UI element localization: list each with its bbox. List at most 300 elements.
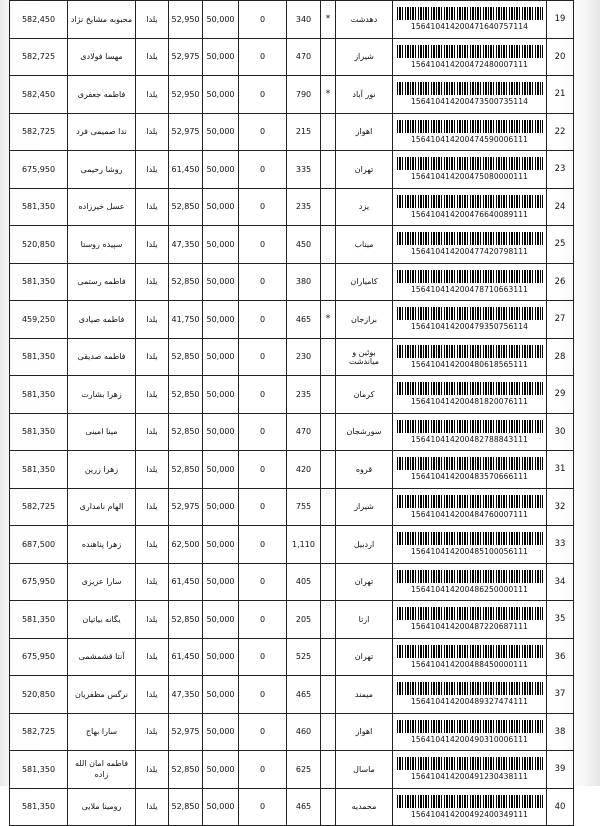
recipient-name-cell: رومینا ملایی [68, 788, 136, 826]
tracking-number: 156410414200490310006111 [411, 734, 528, 744]
weight-cell: 470 [287, 38, 321, 76]
table-row [10, 676, 574, 714]
mark-cell [321, 113, 336, 151]
mark-cell [321, 376, 336, 414]
row-number-cell: 36 [547, 638, 574, 676]
destination-cell: میمند [336, 676, 393, 714]
extra-fee-cell: 0 [239, 413, 287, 451]
mark-cell [321, 151, 336, 189]
postage-amount-cell: 52,975 [169, 488, 203, 526]
tracking-number: 156410414200485100056111 [411, 547, 528, 557]
destination-cell: سورشجان [336, 413, 393, 451]
barcode-icon [397, 7, 543, 20]
weight-cell: 460 [287, 713, 321, 751]
tracking-code-cell [393, 76, 547, 114]
tracking-number: 156410414200471640757114 [411, 22, 528, 32]
table-row [10, 451, 574, 489]
recipient-name-cell: الهام نامداری [68, 488, 136, 526]
table-row [10, 338, 574, 376]
postage-amount-cell: 52,975 [169, 113, 203, 151]
tracking-number: 156410414200479350756114 [411, 322, 528, 332]
destination-cell: اهواز [336, 713, 393, 751]
weight-cell: 450 [287, 226, 321, 264]
barcode-icon [397, 495, 543, 508]
weight-cell: 465 [287, 676, 321, 714]
base-amount-cell: 50,000 [203, 376, 239, 414]
service-type-cell: یلدا [136, 788, 169, 826]
tracking-code-cell [393, 676, 547, 714]
barcode-icon [397, 120, 543, 133]
mark-cell [321, 563, 336, 601]
total-amount-cell: 581,350 [10, 338, 68, 376]
base-amount-cell: 50,000 [203, 301, 239, 339]
barcode-icon [397, 607, 543, 620]
total-amount-cell: 581,350 [10, 751, 68, 789]
base-amount-cell: 50,000 [203, 1, 239, 39]
tracking-number: 156410414200491230438111 [411, 772, 528, 782]
postage-amount-cell: 52,850 [169, 338, 203, 376]
destination-cell: یزد [336, 188, 393, 226]
tracking-code-cell [393, 263, 547, 301]
total-amount-cell: 675,950 [10, 151, 68, 189]
barcode-icon [397, 720, 543, 733]
tracking-code-cell [393, 788, 547, 826]
service-type-cell: یلدا [136, 263, 169, 301]
service-type-cell: یلدا [136, 413, 169, 451]
tracking-number: 156410414200486250000111 [411, 584, 528, 594]
recipient-name-cell: فاطمه امان الله زاده [68, 751, 136, 789]
postage-amount-cell: 52,950 [169, 1, 203, 39]
table-row [10, 713, 574, 751]
destination-cell: ارتا [336, 601, 393, 639]
service-type-cell: یلدا [136, 376, 169, 414]
table-row [10, 413, 574, 451]
base-amount-cell: 50,000 [203, 188, 239, 226]
base-amount-cell: 50,000 [203, 788, 239, 826]
destination-cell: نور آباد [336, 76, 393, 114]
recipient-name-cell: روشا رحیمی [68, 151, 136, 189]
mark-cell [321, 451, 336, 489]
service-type-cell: یلدا [136, 713, 169, 751]
tracking-code-cell [393, 526, 547, 564]
base-amount-cell: 50,000 [203, 488, 239, 526]
base-amount-cell: 50,000 [203, 638, 239, 676]
total-amount-cell: 582,725 [10, 488, 68, 526]
total-amount-cell: 581,350 [10, 601, 68, 639]
mark-cell: * [321, 1, 336, 39]
base-amount-cell: 50,000 [203, 451, 239, 489]
tracking-code-cell [393, 451, 547, 489]
recipient-name-cell: فاطمه صیادی [68, 301, 136, 339]
row-number-cell: 26 [547, 263, 574, 301]
postage-amount-cell: 52,850 [169, 413, 203, 451]
service-type-cell: یلدا [136, 638, 169, 676]
recipient-name-cell: سارا عزیزی [68, 563, 136, 601]
service-type-cell: یلدا [136, 338, 169, 376]
tracking-number: 156410414200474590006111 [411, 134, 528, 144]
barcode-icon [397, 382, 543, 395]
mark-cell [321, 751, 336, 789]
tracking-code-cell [393, 601, 547, 639]
postage-amount-cell: 61,450 [169, 638, 203, 676]
tracking-number: 156410414200481820076111 [411, 397, 528, 407]
total-amount-cell: 675,950 [10, 563, 68, 601]
tracking-code-cell [393, 413, 547, 451]
tracking-number: 156410414200489327474111 [411, 697, 528, 707]
extra-fee-cell: 0 [239, 488, 287, 526]
recipient-name-cell: محبوبه مشایخ نژاد [68, 1, 136, 39]
postage-amount-cell: 62,500 [169, 526, 203, 564]
recipient-name-cell: مینا امینی [68, 413, 136, 451]
barcode-icon [397, 270, 543, 283]
barcode-icon [397, 795, 543, 808]
row-number-cell: 27 [547, 301, 574, 339]
weight-cell: 235 [287, 188, 321, 226]
extra-fee-cell: 0 [239, 113, 287, 151]
table-row [10, 263, 574, 301]
base-amount-cell: 50,000 [203, 413, 239, 451]
weight-cell: 1,110 [287, 526, 321, 564]
mark-cell [321, 263, 336, 301]
extra-fee-cell: 0 [239, 376, 287, 414]
recipient-name-cell: یگانه بیاتیان [68, 601, 136, 639]
tracking-number: 156410414200476640089111 [411, 209, 528, 219]
row-number-cell: 30 [547, 413, 574, 451]
table-row [10, 151, 574, 189]
base-amount-cell: 50,000 [203, 676, 239, 714]
table-row [10, 526, 574, 564]
destination-cell: اردبیل [336, 526, 393, 564]
postage-amount-cell: 52,850 [169, 376, 203, 414]
barcode-icon [397, 420, 543, 433]
extra-fee-cell: 0 [239, 263, 287, 301]
service-type-cell: یلدا [136, 113, 169, 151]
table-row [10, 376, 574, 414]
recipient-name-cell: سپیده روستا [68, 226, 136, 264]
extra-fee-cell: 0 [239, 638, 287, 676]
barcode-icon [397, 570, 543, 583]
service-type-cell: یلدا [136, 488, 169, 526]
extra-fee-cell: 0 [239, 151, 287, 189]
tracking-number: 156410414200475080000111 [411, 172, 528, 182]
weight-cell: 465 [287, 301, 321, 339]
destination-cell: کامیاران [336, 263, 393, 301]
table-row [10, 1, 574, 39]
extra-fee-cell: 0 [239, 1, 287, 39]
extra-fee-cell: 0 [239, 563, 287, 601]
weight-cell: 755 [287, 488, 321, 526]
table-row [10, 488, 574, 526]
service-type-cell: یلدا [136, 676, 169, 714]
shipment-table [9, 0, 574, 826]
barcode-icon [397, 307, 543, 320]
mark-cell [321, 188, 336, 226]
postage-amount-cell: 52,850 [169, 788, 203, 826]
recipient-name-cell: نرگس مظفریان [68, 676, 136, 714]
tracking-number: 156410414200477420798111 [411, 247, 528, 257]
table-row [10, 788, 574, 826]
recipient-name-cell: سارا بهاج [68, 713, 136, 751]
destination-cell: ماسال [336, 751, 393, 789]
table-row [10, 601, 574, 639]
barcode-icon [397, 157, 543, 170]
total-amount-cell: 582,725 [10, 113, 68, 151]
tracking-number: 156410414200488450000111 [411, 659, 528, 669]
extra-fee-cell: 0 [239, 713, 287, 751]
weight-cell: 790 [287, 76, 321, 114]
service-type-cell: یلدا [136, 451, 169, 489]
row-number-cell: 35 [547, 601, 574, 639]
total-amount-cell: 581,350 [10, 788, 68, 826]
row-number-cell: 21 [547, 76, 574, 114]
base-amount-cell: 50,000 [203, 526, 239, 564]
destination-cell: قروه [336, 451, 393, 489]
extra-fee-cell: 0 [239, 451, 287, 489]
weight-cell: 230 [287, 338, 321, 376]
tracking-code-cell [393, 713, 547, 751]
row-number-cell: 28 [547, 338, 574, 376]
recipient-name-cell: زهرا بشارت [68, 376, 136, 414]
row-number-cell: 22 [547, 113, 574, 151]
service-type-cell: یلدا [136, 76, 169, 114]
postage-amount-cell: 52,975 [169, 713, 203, 751]
postage-amount-cell: 61,450 [169, 563, 203, 601]
barcode-icon [397, 457, 543, 470]
table-row [10, 188, 574, 226]
service-type-cell: یلدا [136, 601, 169, 639]
mark-cell [321, 413, 336, 451]
row-number-cell: 19 [547, 1, 574, 39]
table-row [10, 301, 574, 339]
extra-fee-cell: 0 [239, 38, 287, 76]
barcode-icon [397, 45, 543, 58]
weight-cell: 235 [287, 376, 321, 414]
service-type-cell: یلدا [136, 226, 169, 264]
row-number-cell: 24 [547, 188, 574, 226]
row-number-cell: 25 [547, 226, 574, 264]
row-number-cell: 29 [547, 376, 574, 414]
destination-cell: کرمان [336, 376, 393, 414]
destination-cell: محمدیه [336, 788, 393, 826]
service-type-cell: یلدا [136, 188, 169, 226]
postage-amount-cell: 52,850 [169, 188, 203, 226]
postage-amount-cell: 52,975 [169, 38, 203, 76]
barcode-icon [397, 757, 543, 770]
extra-fee-cell: 0 [239, 338, 287, 376]
total-amount-cell: 520,850 [10, 226, 68, 264]
mark-cell [321, 601, 336, 639]
tracking-code-cell [393, 188, 547, 226]
weight-cell: 205 [287, 601, 321, 639]
mark-cell [321, 488, 336, 526]
total-amount-cell: 581,350 [10, 376, 68, 414]
tracking-code-cell [393, 376, 547, 414]
service-type-cell: یلدا [136, 751, 169, 789]
extra-fee-cell: 0 [239, 188, 287, 226]
total-amount-cell: 520,850 [10, 676, 68, 714]
total-amount-cell: 581,350 [10, 188, 68, 226]
table-body [10, 1, 574, 826]
tracking-code-cell [393, 638, 547, 676]
row-number-cell: 34 [547, 563, 574, 601]
mark-cell [321, 713, 336, 751]
total-amount-cell: 581,350 [10, 263, 68, 301]
total-amount-cell: 582,725 [10, 38, 68, 76]
row-number-cell: 23 [547, 151, 574, 189]
tracking-number: 156410414200487220687111 [411, 622, 528, 632]
destination-cell: میناب [336, 226, 393, 264]
tracking-code-cell [393, 1, 547, 39]
barcode-icon [397, 232, 543, 245]
extra-fee-cell: 0 [239, 751, 287, 789]
tracking-code-cell [393, 751, 547, 789]
base-amount-cell: 50,000 [203, 713, 239, 751]
tracking-number: 156410414200492400349111 [411, 809, 528, 819]
destination-cell: اهواز [336, 113, 393, 151]
weight-cell: 335 [287, 151, 321, 189]
row-number-cell: 33 [547, 526, 574, 564]
service-type-cell: یلدا [136, 526, 169, 564]
table-row [10, 638, 574, 676]
destination-cell: تهران [336, 563, 393, 601]
destination-cell: شیراز [336, 488, 393, 526]
base-amount-cell: 50,000 [203, 263, 239, 301]
service-type-cell: یلدا [136, 38, 169, 76]
base-amount-cell: 50,000 [203, 151, 239, 189]
base-amount-cell: 50,000 [203, 226, 239, 264]
barcode-icon [397, 195, 543, 208]
weight-cell: 465 [287, 788, 321, 826]
weight-cell: 470 [287, 413, 321, 451]
barcode-icon [397, 532, 543, 545]
tracking-code-cell [393, 338, 547, 376]
recipient-name-cell: مهسا فولادی [68, 38, 136, 76]
extra-fee-cell: 0 [239, 676, 287, 714]
tracking-code-cell [393, 488, 547, 526]
tracking-number: 156410414200473500735114 [411, 97, 528, 107]
barcode-icon [397, 682, 543, 695]
service-type-cell: یلدا [136, 151, 169, 189]
extra-fee-cell: 0 [239, 526, 287, 564]
service-type-cell: یلدا [136, 563, 169, 601]
base-amount-cell: 50,000 [203, 338, 239, 376]
barcode-icon [397, 645, 543, 658]
recipient-name-cell: فاطمه جعفری [68, 76, 136, 114]
postage-amount-cell: 61,450 [169, 151, 203, 189]
base-amount-cell: 50,000 [203, 76, 239, 114]
weight-cell: 380 [287, 263, 321, 301]
postage-amount-cell: 41,750 [169, 301, 203, 339]
tracking-code-cell [393, 151, 547, 189]
total-amount-cell: 581,350 [10, 413, 68, 451]
base-amount-cell: 50,000 [203, 38, 239, 76]
mark-cell [321, 226, 336, 264]
mark-cell [321, 338, 336, 376]
mark-cell [321, 788, 336, 826]
destination-cell: برازجان [336, 301, 393, 339]
row-number-cell: 40 [547, 788, 574, 826]
destination-cell: تهران [336, 151, 393, 189]
recipient-name-cell: آنتا قشمشمی [68, 638, 136, 676]
mark-cell: * [321, 76, 336, 114]
postage-amount-cell: 52,950 [169, 76, 203, 114]
tracking-number: 156410414200484760007111 [411, 509, 528, 519]
destination-cell: بوئین و میاندشت [336, 338, 393, 376]
total-amount-cell: 582,450 [10, 1, 68, 39]
destination-cell: شیراز [336, 38, 393, 76]
mark-cell [321, 526, 336, 564]
service-type-cell: یلدا [136, 301, 169, 339]
postage-amount-cell: 52,850 [169, 601, 203, 639]
barcode-icon [397, 345, 543, 358]
table-row [10, 113, 574, 151]
mark-cell: * [321, 301, 336, 339]
destination-cell: تهران [336, 638, 393, 676]
postage-amount-cell: 52,850 [169, 451, 203, 489]
extra-fee-cell: 0 [239, 301, 287, 339]
barcode-icon [397, 82, 543, 95]
tracking-code-cell [393, 113, 547, 151]
table-row [10, 751, 574, 789]
row-number-cell: 37 [547, 676, 574, 714]
row-number-cell: 31 [547, 451, 574, 489]
weight-cell: 420 [287, 451, 321, 489]
recipient-name-cell: زهرا زرین [68, 451, 136, 489]
total-amount-cell: 459,250 [10, 301, 68, 339]
service-type-cell: یلدا [136, 1, 169, 39]
base-amount-cell: 50,000 [203, 751, 239, 789]
total-amount-cell: 687,500 [10, 526, 68, 564]
extra-fee-cell: 0 [239, 226, 287, 264]
total-amount-cell: 581,350 [10, 451, 68, 489]
weight-cell: 340 [287, 1, 321, 39]
tracking-code-cell [393, 301, 547, 339]
weight-cell: 625 [287, 751, 321, 789]
postage-amount-cell: 52,850 [169, 263, 203, 301]
total-amount-cell: 582,450 [10, 76, 68, 114]
row-number-cell: 39 [547, 751, 574, 789]
tracking-number: 156410414200483570666111 [411, 472, 528, 482]
tracking-number: 156410414200482788843111 [411, 434, 528, 444]
weight-cell: 215 [287, 113, 321, 151]
recipient-name-cell: ندا صمیمی فرد [68, 113, 136, 151]
mark-cell [321, 638, 336, 676]
extra-fee-cell: 0 [239, 601, 287, 639]
extra-fee-cell: 0 [239, 788, 287, 826]
base-amount-cell: 50,000 [203, 601, 239, 639]
postage-amount-cell: 47,350 [169, 676, 203, 714]
tracking-code-cell [393, 563, 547, 601]
row-number-cell: 20 [547, 38, 574, 76]
mark-cell [321, 38, 336, 76]
total-amount-cell: 675,950 [10, 638, 68, 676]
weight-cell: 405 [287, 563, 321, 601]
recipient-name-cell: فاطمه صدیقی [68, 338, 136, 376]
recipient-name-cell: زهرا پناهنده [68, 526, 136, 564]
postage-amount-cell: 52,850 [169, 751, 203, 789]
extra-fee-cell: 0 [239, 76, 287, 114]
base-amount-cell: 50,000 [203, 113, 239, 151]
recipient-name-cell: فاطمه رستمی [68, 263, 136, 301]
tracking-code-cell [393, 226, 547, 264]
tracking-number: 156410414200472480007111 [411, 59, 528, 69]
tracking-number: 156410414200480618565111 [411, 359, 528, 369]
destination-cell: دهدشت [336, 1, 393, 39]
table-row [10, 563, 574, 601]
row-number-cell: 38 [547, 713, 574, 751]
table-row [10, 76, 574, 114]
table-row [10, 38, 574, 76]
